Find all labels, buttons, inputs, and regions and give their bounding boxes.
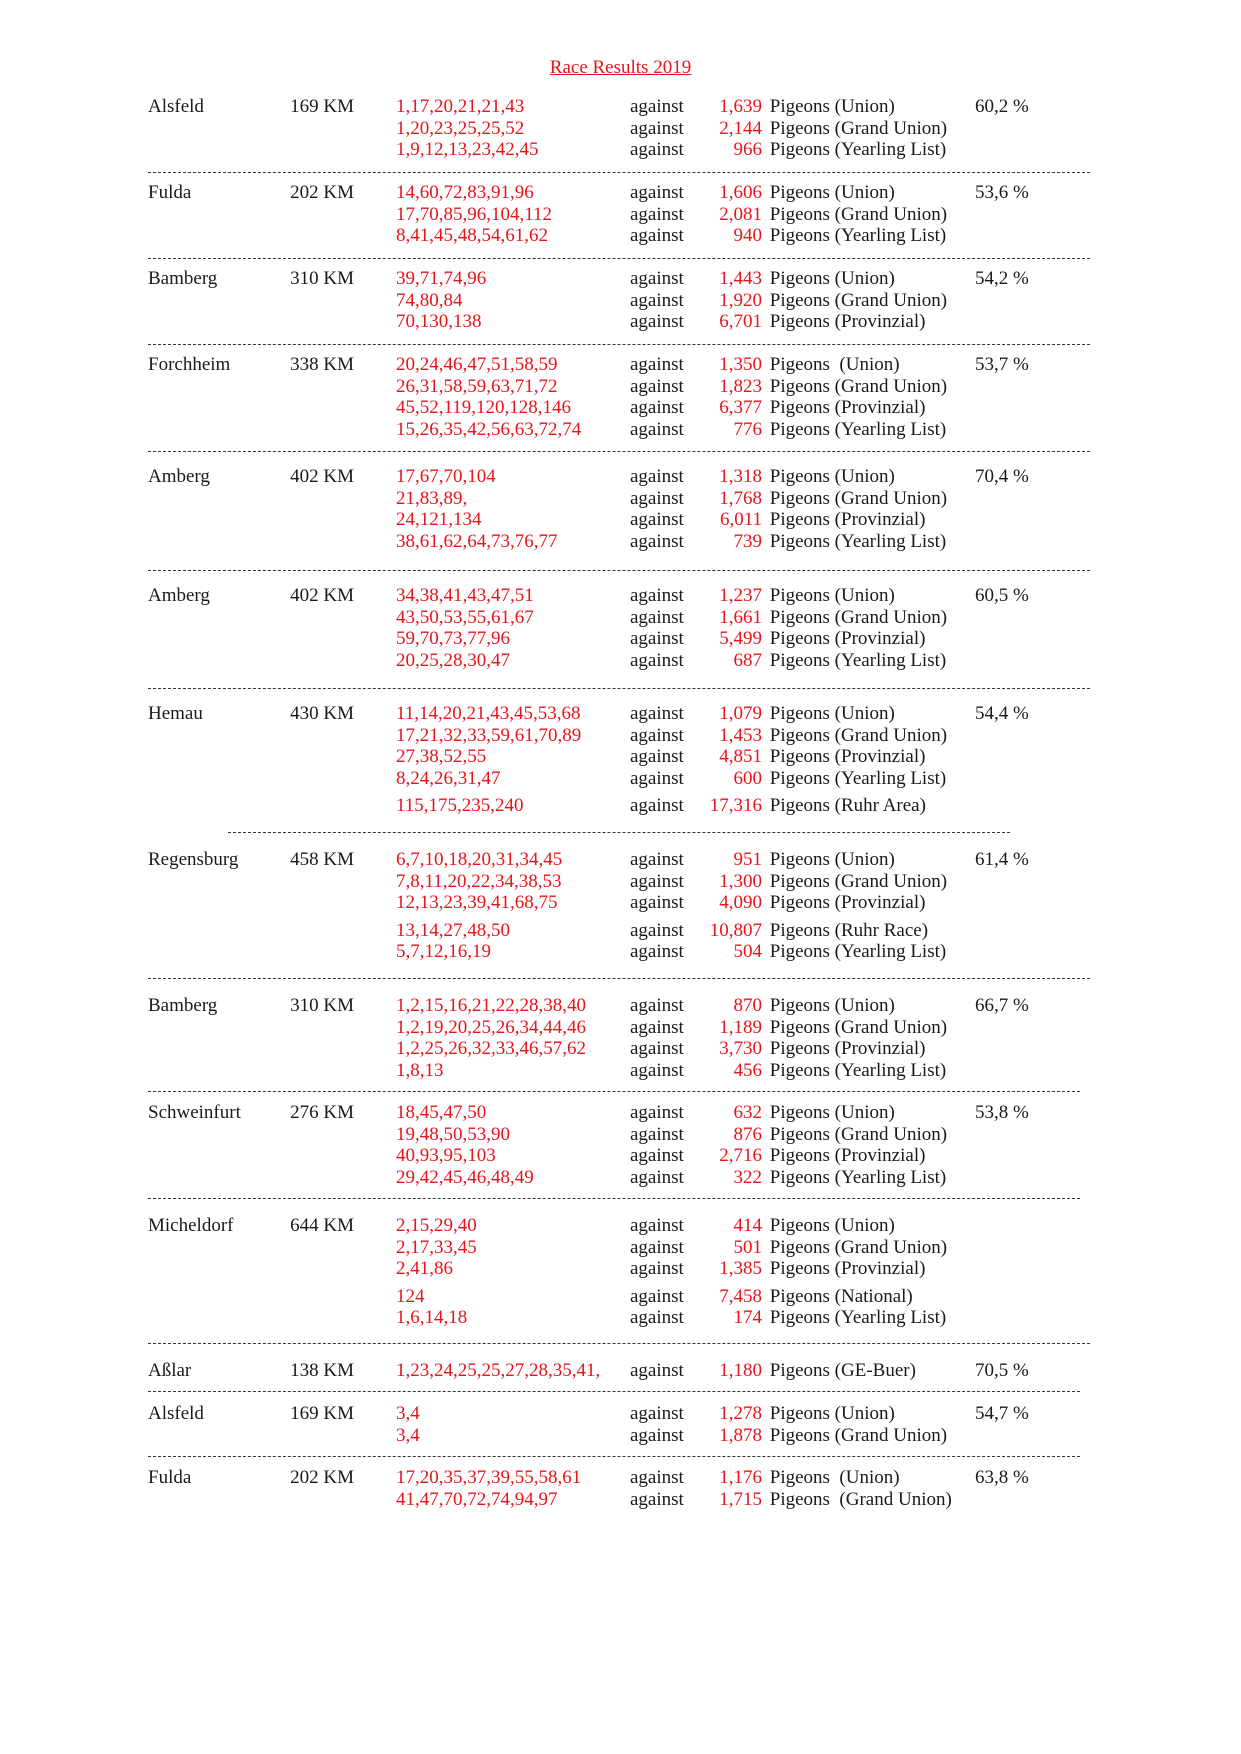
pigeon-count: 1,189	[719, 1016, 762, 1038]
placing-positions: 1,2,15,16,21,22,28,38,40	[396, 995, 586, 1016]
pigeon-count: 1,318	[719, 466, 762, 487]
pigeon-category: Pigeons (Ruhr Race)	[765, 919, 929, 941]
race-location: Amberg	[148, 466, 210, 487]
pigeon-category: Pigeons (Yearling List)	[765, 530, 947, 552]
pigeon-count: 414	[733, 1215, 762, 1236]
pigeon-category: Pigeons (Provinzial)	[765, 892, 926, 913]
placing-positions: 1,20,23,25,25,52	[396, 117, 525, 139]
placing-positions: 34,38,41,43,47,51	[396, 585, 534, 606]
placing-positions: 18,45,47,50	[396, 1102, 487, 1123]
placing-positions: 26,31,58,59,63,71,72	[396, 375, 558, 397]
pigeon-count: 1,661	[719, 606, 762, 628]
pigeon-count: 687	[733, 649, 762, 671]
race-return-percent: 53,7 %	[975, 354, 1029, 375]
placing-positions: 8,41,45,48,54,61,62	[396, 225, 548, 246]
race-location: Bamberg	[148, 995, 218, 1016]
pigeon-count: 1,453	[719, 724, 762, 746]
dashed-separator	[148, 1343, 1090, 1344]
race-distance: 458 KM	[290, 849, 354, 870]
pigeon-category: Pigeons (Yearling List)	[765, 1166, 947, 1188]
pigeon-category: Pigeons (Union)	[765, 995, 895, 1016]
against-label: against	[630, 746, 684, 767]
against-label: against	[630, 225, 684, 246]
against-label: against	[630, 289, 684, 311]
race-distance: 310 KM	[290, 268, 354, 289]
against-label: against	[630, 628, 684, 649]
placing-positions: 8,24,26,31,47	[396, 767, 501, 789]
against-label: against	[630, 1360, 684, 1381]
placing-positions: 24,121,134	[396, 509, 482, 530]
against-label: against	[630, 1467, 684, 1488]
pigeon-count: 1,350	[719, 354, 762, 375]
pigeon-category: Pigeons (Union)	[765, 96, 895, 117]
placing-positions: 13,14,27,48,50	[396, 919, 510, 941]
pigeon-category: Pigeons (Provinzial)	[765, 746, 926, 767]
against-label: against	[630, 1285, 684, 1307]
pigeon-category: Pigeons (Union)	[765, 585, 895, 606]
pigeon-count: 1,823	[719, 375, 762, 397]
pigeon-count: 870	[733, 995, 762, 1016]
against-label: against	[630, 1236, 684, 1258]
against-label: against	[630, 1102, 684, 1123]
pigeon-count: 1,715	[719, 1488, 762, 1510]
against-label: against	[630, 509, 684, 530]
pigeon-category: Pigeons (Yearling List)	[765, 139, 947, 160]
placing-positions: 12,13,23,39,41,68,75	[396, 892, 558, 913]
pigeon-category: Pigeons (Grand Union)	[765, 1488, 952, 1510]
against-label: against	[630, 1403, 684, 1424]
against-label: against	[630, 995, 684, 1016]
dashed-separator	[228, 832, 1010, 833]
race-return-percent: 63,8 %	[975, 1467, 1029, 1488]
placing-positions: 1,17,20,21,21,43	[396, 96, 525, 117]
race-distance: 430 KM	[290, 703, 354, 724]
against-label: against	[630, 397, 684, 418]
pigeon-count: 4,851	[719, 746, 762, 767]
pigeon-count: 1,443	[719, 268, 762, 289]
against-label: against	[630, 1258, 684, 1279]
placing-positions: 29,42,45,46,48,49	[396, 1166, 534, 1188]
race-return-percent: 70,5 %	[975, 1360, 1029, 1381]
pigeon-category: Pigeons (Yearling List)	[765, 767, 947, 789]
race-distance: 138 KM	[290, 1360, 354, 1381]
pigeon-count: 966	[733, 139, 762, 160]
placing-positions: 5,7,12,16,19	[396, 941, 491, 962]
pigeon-category: Pigeons (GE-Buer)	[765, 1360, 916, 1381]
pigeon-category: Pigeons (Grand Union)	[765, 1424, 948, 1446]
against-label: against	[630, 1038, 684, 1059]
dashed-separator	[148, 570, 1090, 571]
pigeon-category: Pigeons (Grand Union)	[765, 289, 948, 311]
pigeon-count: 5,499	[719, 628, 762, 649]
race-distance: 402 KM	[290, 585, 354, 606]
placing-positions: 3,4	[396, 1403, 420, 1424]
pigeon-count: 7,458	[719, 1285, 762, 1307]
placing-positions: 2,41,86	[396, 1258, 453, 1279]
pigeon-count: 501	[733, 1236, 762, 1258]
placing-positions: 11,14,20,21,43,45,53,68	[396, 703, 581, 724]
dashed-separator	[148, 258, 1090, 259]
pigeon-category: Pigeons (Union)	[765, 182, 895, 203]
placing-positions: 17,67,70,104	[396, 466, 496, 487]
pigeon-category: Pigeons (Union)	[765, 703, 895, 724]
pigeon-category: Pigeons (Grand Union)	[765, 1236, 948, 1258]
pigeon-count: 2,716	[719, 1145, 762, 1166]
placing-positions: 19,48,50,53,90	[396, 1123, 510, 1145]
placing-positions: 39,71,74,96	[396, 268, 487, 289]
placing-positions: 15,26,35,42,56,63,72,74	[396, 418, 582, 440]
race-return-percent: 53,8 %	[975, 1102, 1029, 1123]
dashed-separator	[148, 978, 1090, 979]
race-location: Bamberg	[148, 268, 218, 289]
against-label: against	[630, 870, 684, 892]
placing-positions: 45,52,119,120,128,146	[396, 397, 572, 418]
against-label: against	[630, 139, 684, 160]
placing-positions: 3,4	[396, 1424, 420, 1446]
placing-positions: 20,25,28,30,47	[396, 649, 510, 671]
placing-positions: 1,8,13	[396, 1059, 444, 1081]
race-location: Schweinfurt	[148, 1102, 241, 1123]
race-return-percent: 60,2 %	[975, 96, 1029, 117]
against-label: against	[630, 354, 684, 375]
against-label: against	[630, 1424, 684, 1446]
placing-positions: 38,61,62,64,73,76,77	[396, 530, 558, 552]
race-return-percent: 54,2 %	[975, 268, 1029, 289]
against-label: against	[630, 892, 684, 913]
against-label: against	[630, 487, 684, 509]
placing-positions: 70,130,138	[396, 311, 482, 332]
against-label: against	[630, 203, 684, 225]
dashed-separator	[148, 1391, 1080, 1392]
race-location: Fulda	[148, 1467, 192, 1488]
placing-positions: 1,23,24,25,25,27,28,35,41,	[396, 1360, 601, 1381]
pigeon-category: Pigeons (National)	[765, 1285, 913, 1307]
pigeon-category: Pigeons (Ruhr Area)	[765, 795, 926, 816]
pigeon-category: Pigeons (Provinzial)	[765, 628, 926, 649]
dashed-separator	[148, 451, 1090, 452]
placing-positions: 1,6,14,18	[396, 1307, 468, 1328]
against-label: against	[630, 1215, 684, 1236]
pigeon-category: Pigeons (Union)	[765, 849, 895, 870]
pigeon-count: 504	[733, 941, 762, 962]
pigeon-category: Pigeons (Grand Union)	[765, 487, 948, 509]
placing-positions: 59,70,73,77,96	[396, 628, 510, 649]
race-location: Amberg	[148, 585, 210, 606]
placing-positions: 2,15,29,40	[396, 1215, 477, 1236]
page-title: Race Results 2019	[549, 57, 692, 78]
pigeon-count: 940	[733, 225, 762, 246]
pigeon-count: 4,090	[719, 892, 762, 913]
against-label: against	[630, 375, 684, 397]
race-return-percent: 66,7 %	[975, 995, 1029, 1016]
pigeon-category: Pigeons (Provinzial)	[765, 509, 926, 530]
against-label: against	[630, 849, 684, 870]
race-return-percent: 54,7 %	[975, 1403, 1029, 1424]
placing-positions: 17,70,85,96,104,112	[396, 203, 553, 225]
pigeon-category: Pigeons (Provinzial)	[765, 311, 926, 332]
pigeon-category: Pigeons (Union)	[765, 466, 895, 487]
placing-positions: 74,80,84	[396, 289, 463, 311]
against-label: against	[630, 585, 684, 606]
against-label: against	[630, 96, 684, 117]
pigeon-category: Pigeons (Yearling List)	[765, 649, 947, 671]
race-location: Forchheim	[148, 354, 231, 375]
placing-positions: 1,2,25,26,32,33,46,57,62	[396, 1038, 586, 1059]
pigeon-category: Pigeons (Yearling List)	[765, 225, 947, 246]
pigeon-count: 456	[733, 1059, 762, 1081]
pigeon-count: 1,920	[719, 289, 762, 311]
against-label: against	[630, 1166, 684, 1188]
pigeon-category: Pigeons (Yearling List)	[765, 1307, 947, 1328]
against-label: against	[630, 418, 684, 440]
pigeon-category: Pigeons (Provinzial)	[765, 1038, 926, 1059]
pigeon-count: 876	[733, 1123, 762, 1145]
against-label: against	[630, 1059, 684, 1081]
placing-positions: 17,21,32,33,59,61,70,89	[396, 724, 582, 746]
against-label: against	[630, 606, 684, 628]
race-location: Fulda	[148, 182, 192, 203]
pigeon-count: 951	[733, 849, 762, 870]
pigeon-count: 6,377	[719, 397, 762, 418]
placing-positions: 14,60,72,83,91,96	[396, 182, 534, 203]
race-distance: 402 KM	[290, 466, 354, 487]
pigeon-category: Pigeons (Provinzial)	[765, 1258, 926, 1279]
race-distance: 310 KM	[290, 995, 354, 1016]
race-location: Hemau	[148, 703, 203, 724]
pigeon-count: 1,300	[719, 870, 762, 892]
pigeon-category: Pigeons (Union)	[765, 1403, 895, 1424]
pigeon-count: 322	[733, 1166, 762, 1188]
pigeon-count: 1,385	[719, 1258, 762, 1279]
pigeon-category: Pigeons (Yearling List)	[765, 418, 947, 440]
against-label: against	[630, 530, 684, 552]
placing-positions: 2,17,33,45	[396, 1236, 477, 1258]
pigeon-count: 3,730	[719, 1038, 762, 1059]
pigeon-category: Pigeons (Grand Union)	[765, 1016, 948, 1038]
race-location: Alsfeld	[148, 1403, 204, 1424]
pigeon-category: Pigeons (Grand Union)	[765, 724, 948, 746]
race-location: Micheldorf	[148, 1215, 234, 1236]
pigeon-count: 2,081	[719, 203, 762, 225]
against-label: against	[630, 703, 684, 724]
race-distance: 169 KM	[290, 1403, 354, 1424]
race-distance: 169 KM	[290, 96, 354, 117]
pigeon-count: 1,606	[719, 182, 762, 203]
placing-positions: 43,50,53,55,61,67	[396, 606, 534, 628]
pigeon-count: 2,144	[719, 117, 762, 139]
pigeon-count: 1,237	[719, 585, 762, 606]
race-distance: 276 KM	[290, 1102, 354, 1123]
against-label: against	[630, 182, 684, 203]
against-label: against	[630, 268, 684, 289]
pigeon-category: Pigeons (Grand Union)	[765, 1123, 948, 1145]
against-label: against	[630, 1488, 684, 1510]
pigeon-count: 1,176	[719, 1467, 762, 1488]
against-label: against	[630, 311, 684, 332]
against-label: against	[630, 1123, 684, 1145]
against-label: against	[630, 466, 684, 487]
race-return-percent: 61,4 %	[975, 849, 1029, 870]
race-location: Regensburg	[148, 849, 239, 870]
against-label: against	[630, 724, 684, 746]
race-distance: 202 KM	[290, 182, 354, 203]
dashed-separator	[148, 1198, 1080, 1199]
pigeon-count: 600	[733, 767, 762, 789]
dashed-separator	[148, 1456, 1080, 1457]
pigeon-category: Pigeons (Grand Union)	[765, 203, 948, 225]
dashed-separator	[148, 1091, 1080, 1092]
placing-positions: 6,7,10,18,20,31,34,45	[396, 849, 563, 870]
placing-positions: 27,38,52,55	[396, 746, 487, 767]
against-label: against	[630, 919, 684, 941]
pigeon-count: 1,878	[719, 1424, 762, 1446]
race-return-percent: 60,5 %	[975, 585, 1029, 606]
pigeon-category: Pigeons (Yearling List)	[765, 941, 947, 962]
pigeon-count: 1,768	[719, 487, 762, 509]
pigeon-category: Pigeons (Grand Union)	[765, 606, 948, 628]
pigeon-count: 1,079	[719, 703, 762, 724]
pigeon-category: Pigeons (Grand Union)	[765, 375, 948, 397]
against-label: against	[630, 767, 684, 789]
pigeon-count: 1,278	[719, 1403, 762, 1424]
placing-positions: 7,8,11,20,22,34,38,53	[396, 870, 562, 892]
race-return-percent: 70,4 %	[975, 466, 1029, 487]
placing-positions: 41,47,70,72,74,94,97	[396, 1488, 558, 1510]
dashed-separator	[148, 172, 1090, 173]
pigeon-count: 776	[733, 418, 762, 440]
pigeon-category: Pigeons (Union)	[765, 268, 895, 289]
pigeon-count: 17,316	[709, 795, 762, 816]
pigeon-category: Pigeons (Union)	[765, 354, 900, 375]
pigeon-category: Pigeons (Yearling List)	[765, 1059, 947, 1081]
dashed-separator	[148, 344, 1090, 345]
race-return-percent: 54,4 %	[975, 703, 1029, 724]
against-label: against	[630, 117, 684, 139]
pigeon-count: 10,807	[709, 919, 762, 941]
pigeon-count: 6,011	[719, 509, 762, 530]
placing-positions: 1,2,19,20,25,26,34,44,46	[396, 1016, 586, 1038]
dashed-separator	[148, 688, 1090, 689]
against-label: against	[630, 1145, 684, 1166]
pigeon-category: Pigeons (Grand Union)	[765, 117, 948, 139]
race-location: Alsfeld	[148, 96, 204, 117]
race-distance: 202 KM	[290, 1467, 354, 1488]
pigeon-category: Pigeons (Union)	[765, 1215, 895, 1236]
placing-positions: 17,20,35,37,39,55,58,61	[396, 1467, 582, 1488]
race-location: Aßlar	[148, 1360, 192, 1381]
placing-positions: 40,93,95,103	[396, 1145, 496, 1166]
placing-positions: 20,24,46,47,51,58,59	[396, 354, 558, 375]
against-label: against	[630, 1307, 684, 1328]
pigeon-count: 6,701	[719, 311, 762, 332]
pigeon-count: 739	[733, 530, 762, 552]
placing-positions: 21,83,89,	[396, 487, 468, 509]
pigeon-category: Pigeons (Provinzial)	[765, 397, 926, 418]
pigeon-category: Pigeons (Union)	[765, 1467, 900, 1488]
pigeon-category: Pigeons (Grand Union)	[765, 870, 948, 892]
race-distance: 644 KM	[290, 1215, 354, 1236]
pigeon-count: 1,639	[719, 96, 762, 117]
against-label: against	[630, 1016, 684, 1038]
pigeon-count: 1,180	[719, 1360, 762, 1381]
placing-positions: 1,9,12,13,23,42,45	[396, 139, 539, 160]
placing-positions: 115,175,235,240	[396, 795, 524, 816]
against-label: against	[630, 795, 684, 816]
pigeon-count: 174	[733, 1307, 762, 1328]
placing-positions: 124	[396, 1285, 425, 1307]
race-return-percent: 53,6 %	[975, 182, 1029, 203]
pigeon-category: Pigeons (Union)	[765, 1102, 895, 1123]
pigeon-count: 632	[733, 1102, 762, 1123]
race-distance: 338 KM	[290, 354, 354, 375]
pigeon-category: Pigeons (Provinzial)	[765, 1145, 926, 1166]
against-label: against	[630, 941, 684, 962]
against-label: against	[630, 649, 684, 671]
